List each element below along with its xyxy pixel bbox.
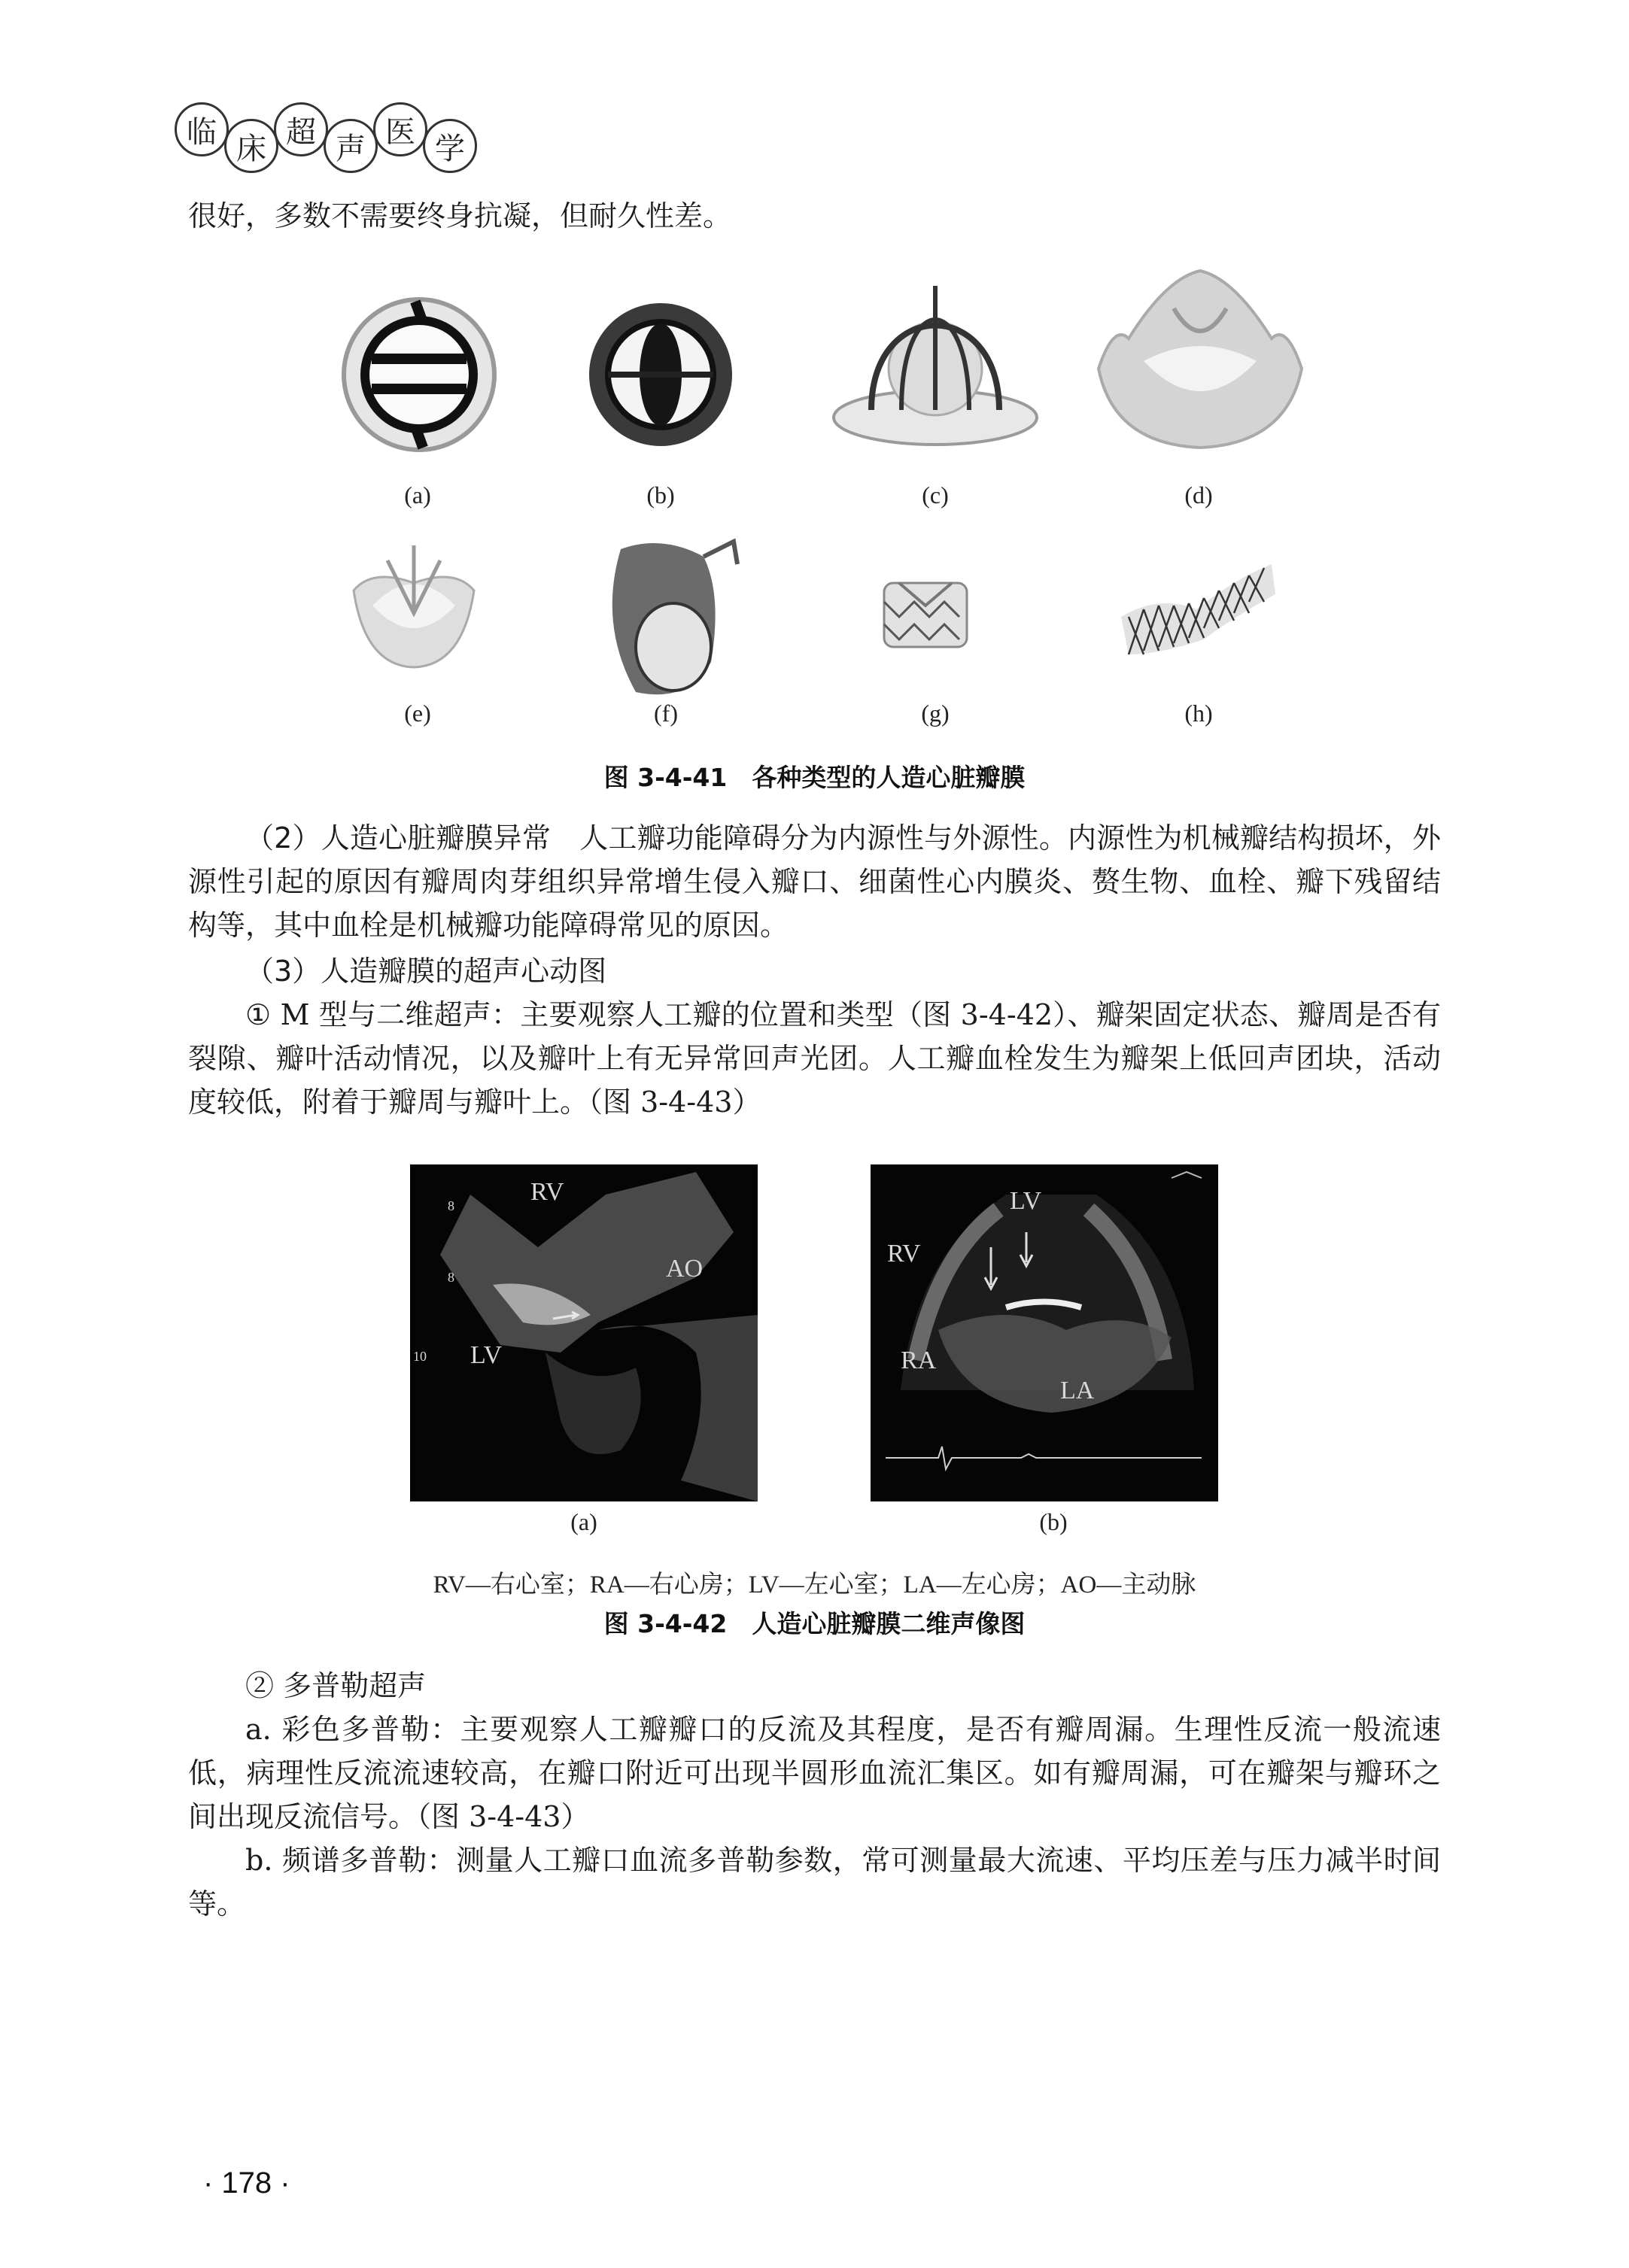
header-char: 临 <box>175 102 229 156</box>
subfigure-label: (a) <box>404 481 431 509</box>
header-char: 学 <box>423 119 477 173</box>
figure-legend: RV—右心室；RA—右心房；LV—左心室；LA—左心房；AO—主动脉 <box>433 1571 1196 1599</box>
subfigure-label: (b) <box>1039 1508 1068 1535</box>
subfigure-label: (b) <box>646 481 675 509</box>
depth-tick: 8 <box>448 1198 454 1213</box>
valve-g-image <box>877 572 974 654</box>
header-char: 超 <box>274 102 328 156</box>
depth-tick: 10 <box>413 1349 427 1364</box>
header-char: 医 <box>373 102 427 156</box>
subfigure-label: (g) <box>921 700 950 727</box>
subfigure-label: (h) <box>1184 700 1213 727</box>
label-lv: LV <box>470 1341 503 1369</box>
section-2-paragraph <box>188 816 1441 947</box>
label-ao: AO <box>666 1255 704 1283</box>
page-number: · 178 · <box>203 2166 290 2200</box>
label-rv: RV <box>530 1178 564 1206</box>
subfigure-label: (a) <box>570 1508 597 1535</box>
valve-a-image <box>325 292 513 457</box>
valve-d-image <box>1083 256 1317 459</box>
figure-title: 图 3-4-41 各种类型的人造心脏瓣膜 <box>603 763 1026 792</box>
subfigure-label: (f) <box>654 700 678 727</box>
valve-f-image <box>591 527 749 707</box>
valve-e-image <box>342 538 485 673</box>
item-2-heading: ② 多普勒超声 <box>245 1669 427 1702</box>
section-text: 人工瓣功能障碍分为内源性与外源性。内源性为机械瓣结构损坏，外源性引起的原因有瓣周肉芽组织异常增生侵入瓣口、细菌性心内膜炎、赘生物、血栓、瓣下残留结构等，其中血栓是机械瓣功能障碍常见的原因。 <box>188 821 1441 942</box>
subfigure-label: (e) <box>404 700 431 727</box>
header-char: 床 <box>224 119 278 173</box>
label-la: LA <box>1060 1377 1095 1404</box>
section-3-heading: （3）人造瓣膜的超声心动图 <box>245 955 607 988</box>
subfigure-label: (c) <box>922 481 949 509</box>
echo-image-a <box>410 1164 758 1501</box>
section-heading: （2）人造心脏瓣膜异常 <box>245 821 551 855</box>
valve-h-image <box>1114 549 1279 669</box>
intro-line: 很好，多数不需要终身抗凝，但耐久性差。 <box>188 199 732 232</box>
subfigure-label: (d) <box>1184 481 1213 509</box>
valve-b-image <box>578 292 743 457</box>
figure-title: 图 3-4-42 人造心脏瓣膜二维声像图 <box>603 1609 1026 1638</box>
label-lv: LV <box>1010 1187 1042 1215</box>
item-1-paragraph: ① M 型与二维超声：主要观察人工瓣的位置和类型（图 3-4-42）、瓣架固定状态、瓣周是否有裂隙、瓣叶活动情况，以及瓣叶上有无异常回声光团。人工瓣血栓发生为瓣架上低回声团块，活动度较低，附着于瓣周与瓣叶上。（图 3-4-43） <box>188 998 1441 1119</box>
depth-tick: 8 <box>448 1270 454 1285</box>
valve-c-image <box>826 267 1044 455</box>
echo-image-b <box>871 1164 1218 1501</box>
label-ra: RA <box>901 1347 937 1374</box>
book-title-header <box>175 102 473 173</box>
header-char: 声 <box>324 119 378 173</box>
item-2b-paragraph: b. 频谱多普勒：测量人工瓣口血流多普勒参数，常可测量最大流速、平均压差与压力减半时间等。 <box>188 1844 1441 1920</box>
item-2a-paragraph: a. 彩色多普勒：主要观察人工瓣瓣口的反流及其程度，是否有瓣周漏。生理性反流一般流速低，病理性反流流速较高，在瓣口附近可出现半圆形血流汇集区。如有瓣周漏，可在瓣架与瓣环之间出现反流信号。（图 3-4-43） <box>188 1713 1441 1833</box>
label-rv: RV <box>887 1240 921 1268</box>
